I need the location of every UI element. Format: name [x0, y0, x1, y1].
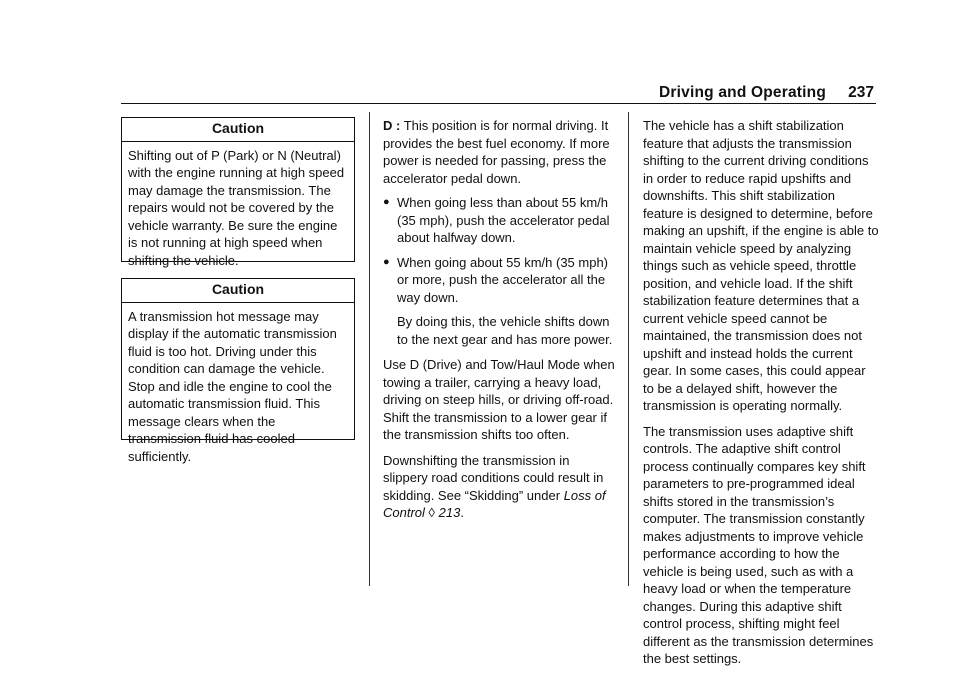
list-item-text: When going less than about 55 km/h (35 mph), push the accelerator pedal about halfway down. — [397, 195, 610, 245]
column-divider — [628, 112, 629, 586]
column-right — [643, 117, 879, 676]
paragraph: Use D (Drive) and Tow/Haul Mode when towing a trailer, carrying a heavy load, driving on steep hills, or driving off-road. Shift the transmission to a lower gear if the transmission shifts too often. — [383, 357, 615, 442]
paragraph: The vehicle has a shift stabilization feature that adjusts the transmission shifting to the current driving conditions in order to reduce rapid upshifts and downshifts. This shift stabilization feature is designed to determine, before making an upshift, if the engine is able to maintain vehicle speed by analyzing things such as vehicle speed, throttle position, and vehicle load. If the shift stabilization feature determines that a current vehicle speed cannot be maintained, the transmission does not upshift and instead holds the current gear. In some cases, this could appear to be a delayed shift, however the transmission is operating normally. — [643, 118, 879, 413]
caution-text: Shifting out of P (Park) or N (Neutral) with the engine running at high speed may damage the transmission. The repairs would not be covered by the vehicle warranty. Be sure the engine is not running at high speed when shifting the vehicle. — [128, 147, 345, 268]
caution-box — [121, 117, 355, 268]
paragraph — [383, 452, 615, 522]
page-header — [620, 84, 876, 104]
section-title: Driving and Operating — [659, 84, 826, 101]
bullet-icon: ● — [383, 196, 390, 208]
bullet-icon: ● — [383, 255, 390, 268]
column-divider — [369, 112, 370, 586]
caution-title: Caution — [122, 118, 354, 142]
list-item-text: When going about 55 km/h (35 mph) or more, push the accelerator all the way down. — [397, 254, 609, 305]
header-rule — [121, 103, 876, 104]
list-item — [383, 254, 615, 307]
cross-reference-link[interactable]: Loss of Control — [383, 487, 606, 520]
paragraph: The transmission uses adaptive shift controls. The adaptive shift control process continually compares key shift parameters to pre-programmed ideal shifts stored in the transmission’s computer. The transmission constantly makes adjustments to improve vehicle performance according to how the vehicle is being used, such as with a heavy load or when the temperature changes. During this adaptive shift control process, shifting might feel different as the transmission determines the best settings. — [643, 423, 874, 666]
caution-title: Caution — [122, 279, 354, 303]
page-number: 237 — [848, 84, 874, 101]
caution-box — [121, 278, 355, 464]
list-item-subtext: By doing this, the vehicle shifts down to the next gear and has more power. — [397, 314, 613, 347]
paragraph-text: Downshifting the transmission in slippery road conditions could result in skidding. See “Skidding” under — [383, 452, 604, 503]
column-middle — [383, 117, 615, 530]
drive-position-item — [383, 117, 615, 187]
page-ref-number[interactable]: 213 — [438, 505, 461, 520]
caution-text: A transmission hot message may display if the automatic transmission fluid is too hot. Driving under this condition can damage the vehicle. Stop and idle the engine to cool the automatic transmission fluid. This message clears when the transmission fluid has cooled sufficiently. — [128, 308, 337, 464]
drive-label: D : — [383, 118, 401, 133]
list-item — [383, 194, 615, 247]
column-left — [121, 117, 355, 464]
drive-text: This position is for normal driving. It provides the best fuel economy. If more power is needed for passing, press the accelerator pedal down. — [383, 118, 610, 186]
paragraph-end: . — [460, 505, 464, 520]
page-ref-icon: ◊ — [428, 505, 435, 520]
